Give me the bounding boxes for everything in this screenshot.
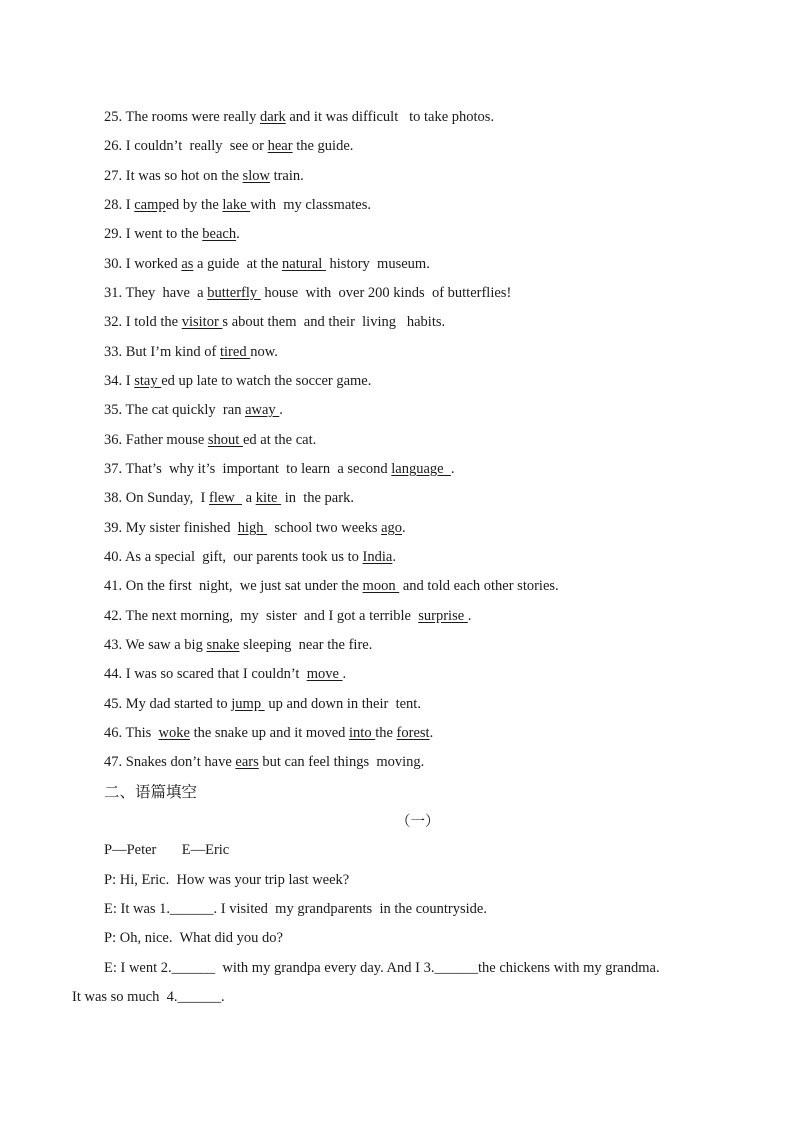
answer-word: camp xyxy=(134,197,166,213)
sentence-text: . xyxy=(236,226,240,242)
answer-word: butterfly xyxy=(207,285,261,301)
sentence-text: 27. It was so hot on the xyxy=(104,168,243,184)
sentence-text: . xyxy=(450,461,455,477)
sentence-line xyxy=(104,196,371,214)
sentence-text: a guide at the xyxy=(193,256,283,272)
sentence-text: ed at the cat. xyxy=(242,432,317,448)
dialogue-line-5: It was so much 4.______. xyxy=(72,989,225,1005)
passage-number: （一） xyxy=(396,814,440,830)
answer-word: visitor xyxy=(181,314,223,330)
answer-word: into xyxy=(349,725,376,741)
sentence-line xyxy=(104,665,346,683)
sentence-text: . xyxy=(392,549,396,565)
sentence-text: . xyxy=(467,608,472,624)
sentence-text: 29. I went to the xyxy=(104,226,203,242)
sentence-text: 25. The rooms were really xyxy=(104,109,260,125)
dialogue-line-3: P: Oh, nice. What did you do? xyxy=(104,930,283,946)
dialogue-line-2: E: It was 1.______. I visited my grandparents in the countryside. xyxy=(104,901,487,917)
sentence-text: 42. The next morning, my sister and I got a terrible xyxy=(104,608,419,624)
sentence-line xyxy=(104,431,316,449)
sentence-text: house with over 200 kinds of butterflies! xyxy=(260,285,512,301)
sentence-text: the xyxy=(375,725,397,741)
sentence-text: 36. Father mouse xyxy=(104,432,208,448)
sentence-text: 43. We saw a big xyxy=(104,637,207,653)
sentence-line xyxy=(104,753,424,771)
sentence-text: the snake up and it moved xyxy=(189,725,350,741)
sentence-text: 39. My sister finished xyxy=(104,520,238,536)
sentence-line xyxy=(104,372,371,390)
sentence-line xyxy=(104,460,455,478)
answer-word: ears xyxy=(235,754,259,770)
sentence-line xyxy=(104,636,372,654)
sentence-text: . xyxy=(402,520,406,536)
answer-word: kite xyxy=(255,490,282,506)
sentence-line xyxy=(104,724,433,742)
sentence-text: 44. I was so scared that I couldn’t xyxy=(104,666,307,682)
sentence-text: and told each other stories. xyxy=(399,578,559,594)
sentence-text: . xyxy=(279,402,283,418)
answer-word: language xyxy=(391,461,451,477)
sentence-text: 30. I worked xyxy=(104,256,182,272)
sentence-text: a xyxy=(242,490,256,506)
answer-word: as xyxy=(181,256,194,272)
sentence-line xyxy=(104,519,406,537)
answer-word: flew xyxy=(208,490,242,506)
sentence-text: ed by the xyxy=(165,197,223,213)
sentence-text: and it was difficult to take photos. xyxy=(285,109,495,125)
sentence-text: 37. That’s why it’s important to learn a second xyxy=(104,461,392,477)
sentence-text: the guide. xyxy=(292,138,354,154)
answer-word: forest xyxy=(396,725,430,741)
answer-word: snake xyxy=(206,637,240,653)
answer-word: beach xyxy=(202,226,237,242)
sentence-line xyxy=(104,343,278,361)
sentence-line xyxy=(104,548,396,566)
sentence-text: . xyxy=(342,666,347,682)
answer-word: away xyxy=(245,402,280,418)
sentence-text: 33. But I’m kind of xyxy=(104,344,220,360)
sentence-text: up and down in their tent. xyxy=(264,696,421,712)
sentence-line xyxy=(104,137,353,155)
answer-word: dark xyxy=(259,109,286,125)
sentence-text: 40. As a special gift, our parents took us to xyxy=(104,549,363,565)
sentence-text: sleeping near the fire. xyxy=(239,637,373,653)
answer-word: hear xyxy=(267,138,293,154)
sentence-text: 46. This xyxy=(104,725,159,741)
sentence-text: 41. On the first night, we just sat under the xyxy=(104,578,363,594)
sentence-text: but can feel things moving. xyxy=(258,754,425,770)
sentence-text: 31. They have a xyxy=(104,285,208,301)
answer-word: stay xyxy=(134,373,162,389)
sentence-line xyxy=(104,695,421,713)
sentence-text: school two weeks xyxy=(267,520,382,536)
sentence-text: with my classmates. xyxy=(250,197,372,213)
sentence-text: . xyxy=(429,725,434,741)
answer-word: high xyxy=(237,520,268,536)
sentence-text: 32. I told the xyxy=(104,314,182,330)
answer-word: shout xyxy=(207,432,243,448)
answer-word: natural xyxy=(282,256,326,272)
answer-word: tired xyxy=(220,344,251,360)
speaker-key: P—Peter E—Eric xyxy=(104,842,230,858)
sentence-line xyxy=(104,255,430,273)
sentence-text: s about them and their living habits. xyxy=(222,314,446,330)
sentence-line xyxy=(104,108,494,126)
sentence-line xyxy=(104,225,240,243)
section-heading: 二、语篇填空 xyxy=(104,783,198,801)
sentence-line xyxy=(104,284,511,302)
sentence-text: 35. The cat quickly ran xyxy=(104,402,246,418)
answer-word: lake xyxy=(222,197,251,213)
sentence-text: ed up late to watch the soccer game. xyxy=(161,373,372,389)
sentence-line xyxy=(104,489,354,507)
answer-word: jump xyxy=(231,696,265,712)
dialogue-line-4: E: I went 2.______ with my grandpa every day. And I 3.______the chickens with my grandma. xyxy=(104,960,660,976)
sentence-line xyxy=(104,607,471,625)
sentence-text: in the park. xyxy=(281,490,354,506)
sentence-line xyxy=(104,577,559,595)
sentence-line xyxy=(104,167,304,185)
answer-word: move xyxy=(306,666,343,682)
sentence-text: 26. I couldn’t really see or xyxy=(104,138,268,154)
sentence-line xyxy=(104,401,283,419)
answer-word: moon xyxy=(362,578,400,594)
sentence-text: 47. Snakes don’t have xyxy=(104,754,236,770)
dialogue-line-1: P: Hi, Eric. How was your trip last week? xyxy=(104,872,350,888)
sentence-text: 34. I xyxy=(104,373,135,389)
answer-word: slow xyxy=(242,168,270,184)
sentence-text: history museum. xyxy=(325,256,430,272)
sentence-text: 45. My dad started to xyxy=(104,696,232,712)
answer-word: surprise xyxy=(418,608,468,624)
sentence-text: train. xyxy=(269,168,304,184)
sentence-text: 28. I xyxy=(104,197,135,213)
sentence-text: now. xyxy=(250,344,278,360)
answer-word: India xyxy=(362,549,393,565)
sentence-text: 38. On Sunday, I xyxy=(104,490,209,506)
answer-word: ago xyxy=(381,520,403,536)
answer-word: woke xyxy=(158,725,190,741)
sentence-line xyxy=(104,313,445,331)
